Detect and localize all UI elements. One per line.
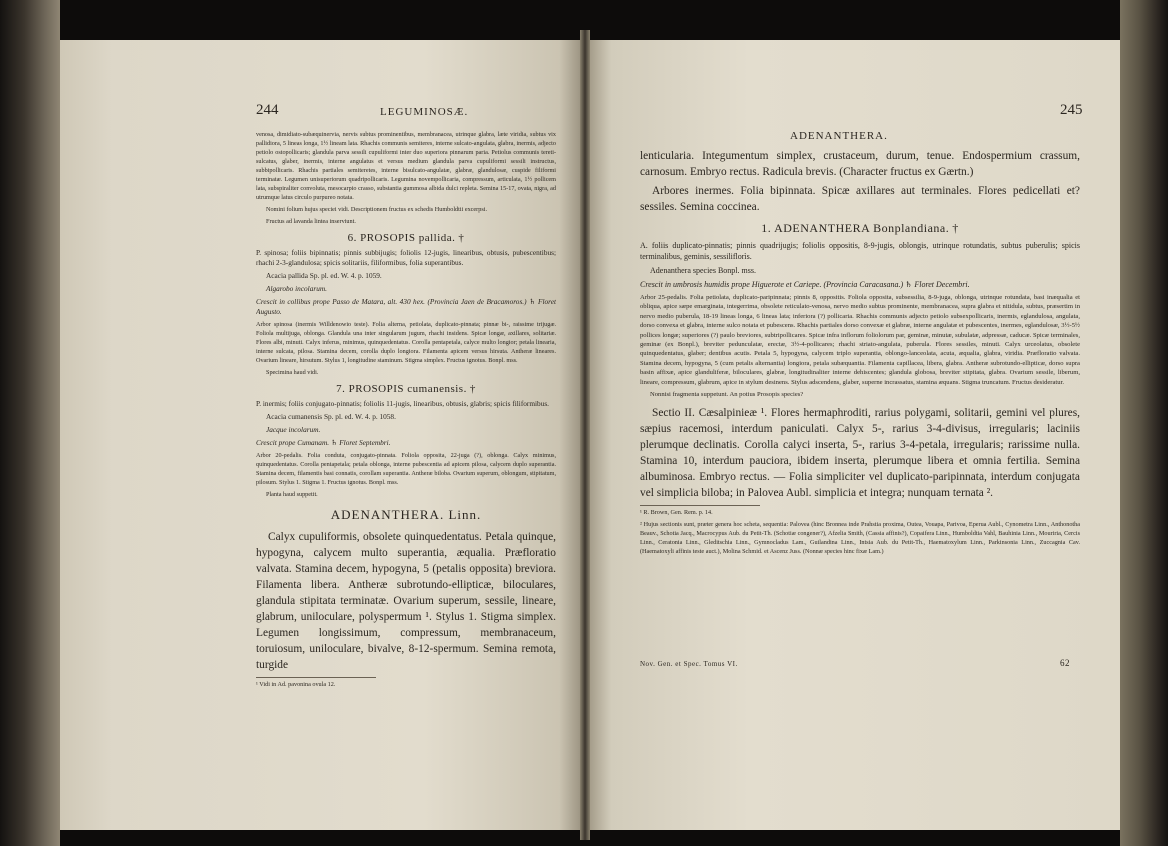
species1-heading-text: 1. ADENANTHERA Bonplandiana. — [761, 221, 950, 235]
left-running-head: LEGUMINOSÆ. — [380, 106, 469, 118]
right-footnote-1: ¹ R. Brown, Gen. Rem. p. 14. — [640, 509, 713, 517]
right-page — [590, 40, 1120, 830]
genus-heading: ADENANTHERA. Linn. — [330, 507, 482, 522]
left-footnote: ¹ Vidi in Ad. pavonina ovula 12. — [256, 681, 336, 688]
species1-synonym: Adenanthera species Bonpl. mss. — [650, 266, 756, 275]
right-running-head: ADENANTHERA. — [790, 130, 888, 142]
section-cæsalpinieæ: Sectio II. Cæsalpinieæ ¹. Flores hermaphroditi, rarius polygami, solitarii, gemini vel plures, sæpius racemosi, interdum paniculati. Calyx 5-, rarius 3-4-divisus, irregularis; laciniis plerumque declinatis. Corolla calyci inserta, 5-, rarius 3-4-petala, irregularis; rarissime nulla. Stamina 10, interdum pauciora, ibidem inserta, plerumque libera et omnia fertilia. Semina albuminosa. Embryo rectus. — Folia simpliciter vel duplicato-paripinnata, interdum conjugata vel simplicia biloba; in Palovea Aubl. simplicia et integra; nunquam ternata ². — [640, 407, 1080, 500]
dagger-icon: † — [952, 221, 959, 235]
species1-note: Nonnisi fragmenta suppetunt. An potius Prosopis species? — [650, 391, 804, 399]
species6-heading — [256, 232, 556, 244]
dagger-icon: † — [469, 383, 476, 395]
left-page — [60, 40, 580, 830]
book-gutter — [580, 30, 590, 840]
left-top-note-2: Fructus ad lavanda lintea inserviunt. — [266, 218, 356, 225]
species7-synonym: Acacia cumanensis Sp. pl. ed. W. 4. p. 1058. — [266, 412, 396, 421]
species7-habitat: Crescit prope Cumanam. ♄ Floret Septembri. — [256, 438, 391, 447]
left-top-note: Nomini folium hujus speciei vidi. Descriptionem fructus ex schedis Humboldtii excerpsi. — [266, 206, 487, 213]
dagger-icon: † — [458, 232, 465, 244]
signature-number: 62 — [1060, 658, 1070, 668]
left-page-number: 244 — [256, 102, 279, 118]
species6-diagnosis: P. spinosa; foliis bipinnatis; pinnis subbijugis; foliolis 12-jugis, linearibus, obtusis, pubescentibus; rhachi 2-3-glandulosa; spicis solitariis, filiformibus, folia superantibus. — [256, 248, 556, 267]
species1-heading — [640, 221, 1080, 236]
species1-diagnosis: A. foliis duplicato-pinnatis; pinnis quadrijugis; foliolis oppositis, 8-9-jugis, oblongis, utrinque rotundatis, subtus puberulis; spicis terminalibus, geminis, sessiliflorìs. — [640, 241, 1080, 261]
species7-diagnosis: P. inermis; foliis conjugato-pinnatis; foliolis 11-jugis, linearibus, obtusis, glabris; spicis filiformibus. — [256, 399, 550, 408]
book-page-edges-right — [1120, 0, 1168, 846]
species6-synonym: Acacia pallida Sp. pl. ed. W. 4. p. 1059. — [266, 271, 382, 280]
species6-vernacular: Algarobo incolarum. — [266, 284, 327, 293]
species7-heading — [256, 383, 556, 395]
species1-description: Arbor 25-pedalis. Folia petiolata, duplicato-paripinnata; pinnis 8, oppositis. Foliola opposita, subsessilia, 8-9-juga, oblonga, utrinque rotundata, basi inæqualia et obliqua, apice sæpe emarginata, integerrima, obsolete reticulato-venosa, nervo medio subtus prominente, membranacea, supra glabra et nitidula, subtus, præsertim in nervo medio puberula, 18-19 lineas longa, 6 lineas lata; inferiora (?) pollicaria. Rhachis communis adjecto petiolo subsexpollicaris, inermis, eglandulosa, angulata, dorso convexa et glabra, interne sulco notata et pubescens. Rhachis partiales dorso convexæ et glabræ, interne angulatæ et pubescentes, inermes, eglandulosæ, 3½-5½ pollices longæ; superiores (?) paulo breviores, subtripollicares. Spicæ infra inflorum foliolorum par, geminæ, minutæ, subulatæ, adpressæ, caducæ. Spicæ terminales, geminæ (ex Bonpl.), breviter pedunculatæ, erectæ, 3½-4-pollicares; rhachi striato-angulata, puberula. Flores sessiles, minuti. Calyx urceolatus, obsolete quinquedentatus, glaber; dentibus acutis. Petala 5, hypogyna, calycem triplo superantia, oblongo-lanceolata, acuta, æqualia, glabra, viridia. Præfloratio valvata. Stamina decem, hypogyna, 5 (cum petalis alternantia) longiora, petala subæquantia. Filamenta capillacea, libera, glabra. Antheræ subrotundo-ellipticæ, dorso supra basin affixæ, apice glanduliferæ, biloculares, glabræ, longitudinaliter interne dehiscentes; glandula globosa, breviter stipitata, glabra. Ovarium sessile, liberum, lineare, compressum, glabrum, apice in stylum desinens. Stylus adscendens, glaber, superne incrassatus, stamina æquans. Stigma truncatum. Fructus desideratur. — [640, 294, 1080, 386]
signature-line: Nov. Gen. et Spec. Tomus VI. — [640, 660, 738, 668]
species7-heading-text: 7. PROSOPIS cumanensis. — [336, 383, 467, 395]
species1-habitat: Crescit in umbrosis humidis prope Higuerote et Cariepe. (Provincia Caracasana.) ♄ Floret Decembri. — [640, 280, 970, 289]
species6-description: Arbor spinosa (inermis Willdenowio teste). Folia alterna, petiolata, duplicato-pinnata; pinnæ bi-, raissime trijugæ. Foliola multijuga, oblonga. Glandula una inter singularum jugum, rhachi insidens. Spicæ longæ, axillares, solitariæ. Flores albi, minuti. Calyx inferus, minimus, quinquedentatus. Corolla pentapetala, calyce multo longior; petala linearia, interne sulcata, pilosa. Stamina decem, corolla duplo longiora. Filamenta apicem versus hirsuta. Antheræ lineares. Ovarium lineare, hirsutum. Stylus 1, longitudine staminum. Stigma simplex. Fructus ignotus. Bonpl. mss. — [256, 321, 556, 364]
species7-description: Arbor 20-pedalis. Folia conduta, conjugato-pinnata. Foliola opposita, 22-juga (?), oblonga. Calyx minimus, quinquedentatus. Corolla pentapetala; petala oblonga, interne pubescentia ad apicem pilosa, calycem duplo superantia. Stamina decem, filamentis basi connatis, corollam superantia. Antheræ biloba. Ovarium superum, oblongum, stipitatum, pilosum. Stylus 1. Stigma 1. Fructus ignotus. Bonpl. mss. — [256, 452, 556, 486]
species7-note: Planta haud suppetit. — [266, 491, 318, 498]
genus-description: Calyx cupuliformis, obsolete quinquedentatus. Petala quinque, hypogyna, calycem multo superantia, æqualia. Præfloratio valvata. Stamina decem, hypogyna, 5 (petalis opposita) breviora. Filamenta libera. Antheræ subrotundo-ellipticæ, biloculares, glandula stipitata terminatæ. Ovarium superum, sessile, lineare, glabrum, uniloculare, polyspermum ¹. Stylus 1. Stigma simplex. Legumen longissimum, compressum, membranaceum, toruiosum, uniloculare, bivalve, 8-12-spermum. Semina remota, turgide — [256, 531, 556, 671]
genus-continuation: lenticularia. Integumentum simplex, crustaceum, durum, tenue. Endospermium crassum, carnosum. Embryo rectus. Radicula brevis. (Character fructus ex Gærtn.) — [640, 150, 1080, 178]
right-footnote-2: ² Hujus sectionis sunt, præter genera hoc scheta, sequentia: Palovea (hinc Bronnea inde Prahstia proxima, Outea, Vouapa, Parivoa, Eperua Aubl., Cynometra Linn., Anthonotha Beauv., Schotia Jacq., Macrocypus Aub. du Petit-Th. (Schotiæ congener?), Afzelia Smith, (Cassia affinis?), Copaifera Linn., Humboldtia Vahl, Bauhinia Linn., Mouriria, Cercis Linn., Ceratonia Linn., Gleditschia Linn., Gymnocladus Lam., Guilandina Linn., Intsia Aub. du Petit-Th., Haematoxylum Linn., Parkinsonia Linn., Zuccagnia Cav. (Haematoxyli affinis teste auct.), Molina Schmid. et Ascenz Juss. (Nonnæ species hinc fixæ Lam.) — [640, 521, 1080, 556]
footnote-rule — [256, 677, 376, 678]
species6-habitat: Crescit in collibus prope Passo de Matara, alt. 430 hex. (Provincia Jaen de Bracamoros.) ♄ Floret Augusto. — [256, 297, 556, 316]
book-page-edges-left — [0, 0, 60, 846]
right-page-body — [640, 148, 1080, 559]
genus-habit: Arbores inermes. Folia bipinnata. Spicæ axillares aut terminales. Flores pedicellati et? sessiles. Semina coccinea. — [640, 185, 1080, 213]
footnote-rule — [640, 505, 760, 506]
species7-vernacular: Jacque incolarum. — [266, 425, 321, 434]
species6-heading-text: 6. PROSOPIS pallida. — [347, 232, 456, 244]
left-page-body — [256, 130, 556, 692]
species6-note: Specimina haud vidi. — [266, 369, 319, 376]
right-page-number: 245 — [1060, 102, 1083, 118]
left-top-paragraph: venosa, dimidiato-subæquinervia, nervis subtus prominentibus, membranacea, utrinque glabra, læte viridia, subtus vix pallidiora, 5 lineas longa, 1½ lineam lata. Rhachis communis semiteres, interne sulcato-angulata, glabra, inermis, adjecto petiolo ostopollicaris; glandula parva sessili cupuliformi inter duo superiora pinnarum paria. Petiolus communis tereti-sulcatus, glaber, inermis, interne angulatus et versus medium glandula parva cupuliformi sessili instructus, subbipollicaris. Rhachis partiales semiteretes, interne bisulcato-angulatæ, glabræ, glandulosæ, cuspide filiformi terminatæ. Legumen unisuperiorum quadripollicaris. Legumina novempollicaria, compressum, articulata, 1½ pollicem lata, subspiraliter convoluta, mesocarpio crasso, substantia gummosa albida dulci repleta. Semina 15-17, ovata, nigra, ad utrumque latus circulo purpureo notata. — [256, 131, 556, 201]
